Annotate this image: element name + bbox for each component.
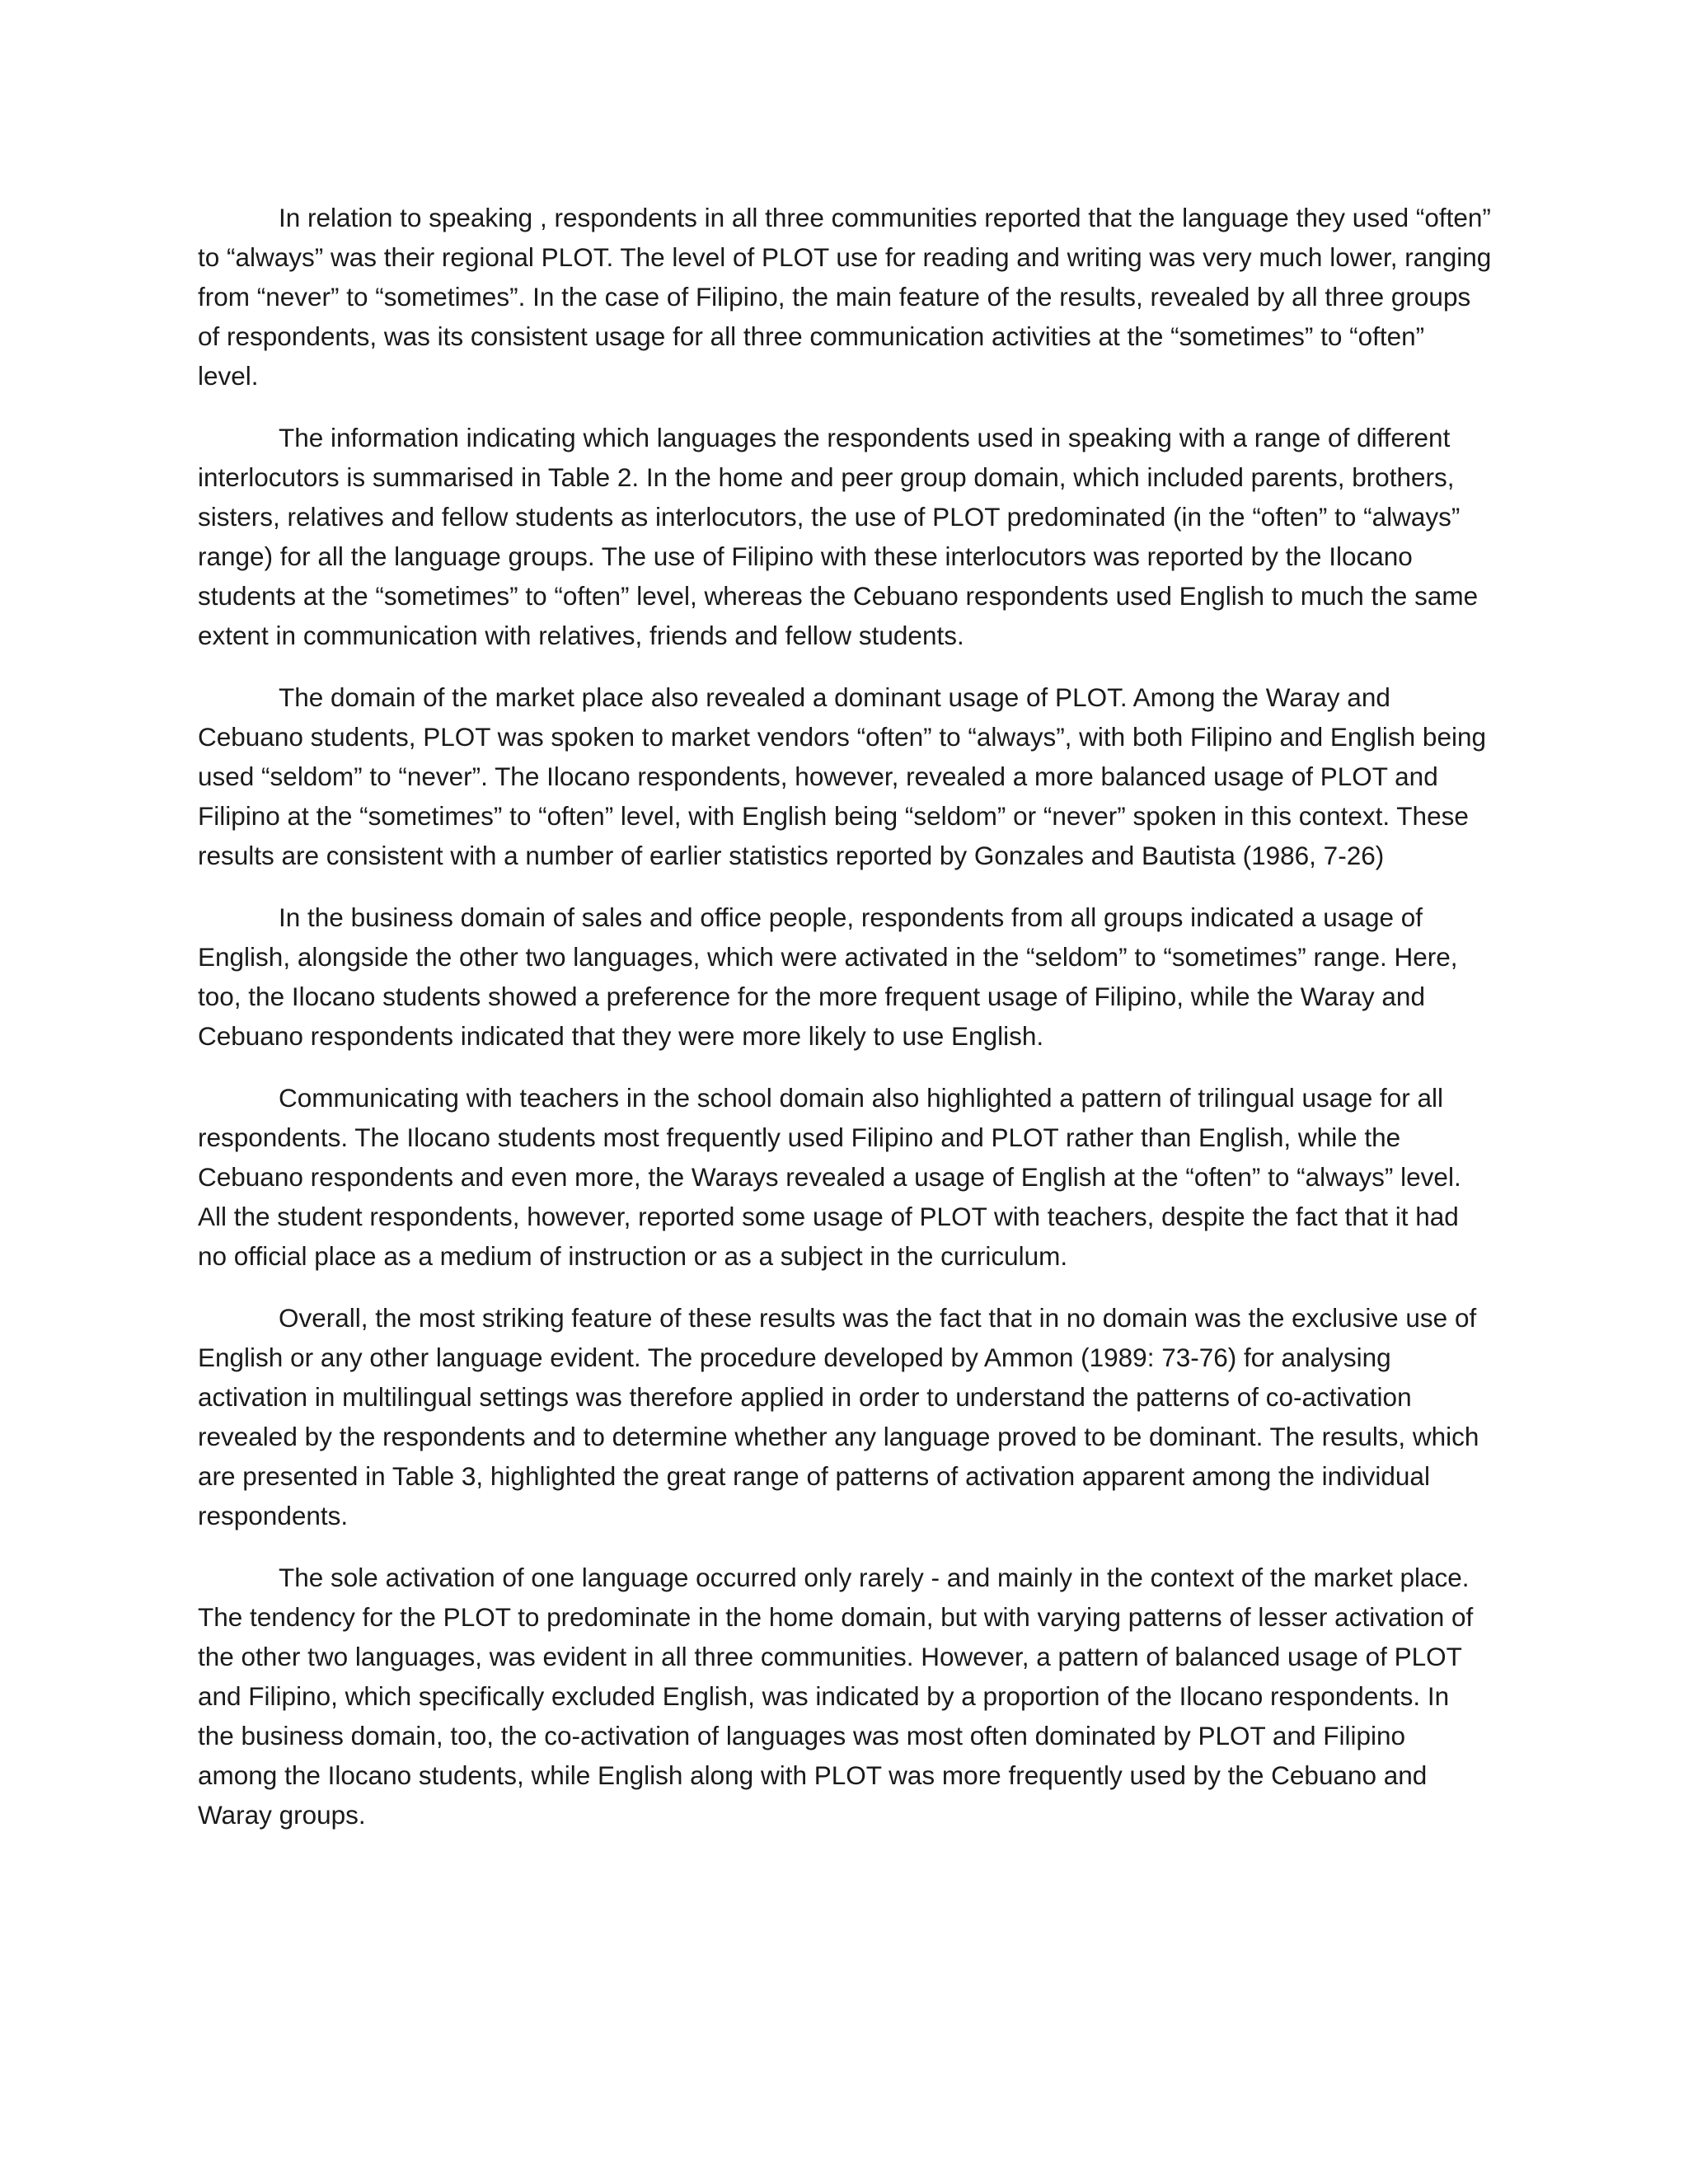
paragraph-speaking-usage: In relation to speaking , respondents in all three communities reported that the language they used “often” to “always” was their regional PLOT. The level of PLOT use for reading and writing was very much lower, ranging from “never” to “sometimes”. In the case of Filipino, the main feature of the results, revealed by all three groups of respondents, was its consistent usage for all three communication activities at the “sometimes” to “often” level. [198,203,1492,391]
paragraph-school-domain: Communicating with teachers in the school domain also highlighted a pattern of trilingual usage for all respondents. The Ilocano students most frequently used Filipino and PLOT rather than English, while the Cebuano respondents and even more, the Warays revealed a usage of English at the “often” to “always” level. All the student respondents, however, reported some usage of PLOT with teachers, despite the fact that it had no official place as a medium of instruction or as a subject in the curriculum. [198,1083,1461,1271]
document-body [198,198,1492,1857]
paragraph-market-domain: The domain of the market place also revealed a dominant usage of PLOT. Among the Waray and Cebuano students, PLOT was spoken to market vendors “often” to “always”, with both Filipino and English being used “seldom” to “never”. The Ilocano respondents, however, revealed a more balanced usage of PLOT and Filipino at the “sometimes” to “often” level, with English being “seldom” or “never” spoken in this context. These results are consistent with a number of earlier statistics reported by Gonzales and Bautista (1986, 7-26) [198,682,1487,870]
paragraph-sole-activation: The sole activation of one language occurred only rarely - and mainly in the context of the market place. The tendency for the PLOT to predominate in the home domain, but with varying patterns of lesser activation of the other two languages, was evident in all three communities. However, a pattern of balanced usage of PLOT and Filipino, which specifically excluded English, was indicated by a proportion of the Ilocano respondents. In the business domain, too, the co-activation of languages was most often dominated by PLOT and Filipino among the Ilocano students, while English along with PLOT was more frequently used by the Cebuano and Waray groups. [198,1563,1474,1830]
paragraph-interlocutors: The information indicating which languages the respondents used in speaking with a range of different interlocutors is summarised in Table 2. In the home and peer group domain, which included parents, brothers, sisters, relatives and fellow students as interlocutors, the use of PLOT predominated (in the “often” to “always” range) for all the language groups. The use of Filipino with these interlocutors was reported by the Ilocano students at the “sometimes” to “often” level, whereas the Cebuano respondents used English to much the same extent in communication with relatives, friends and fellow students. [198,423,1479,650]
paragraph-overall-findings: Overall, the most striking feature of these results was the fact that in no domain was the exclusive use of English or any other language evident. The procedure developed by Ammon (1989: 73-76) for analysing activation in multilingual settings was therefore applied in order to understand the patterns of co-activation revealed by the respondents and to determine whether any language proved to be dominant. The results, which are presented in Table 3, highlighted the great range of patterns of activation apparent among the individual respondents. [198,1303,1479,1530]
paragraph-business-domain: In the business domain of sales and office people, respondents from all groups indicated a usage of English, alongside the other two languages, which were activated in the “seldom” to “sometimes” range. Here, too, the Ilocano students showed a preference for the more frequent usage of Filipino, while the Waray and Cebuano respondents indicated that they were more likely to use English. [198,902,1458,1051]
